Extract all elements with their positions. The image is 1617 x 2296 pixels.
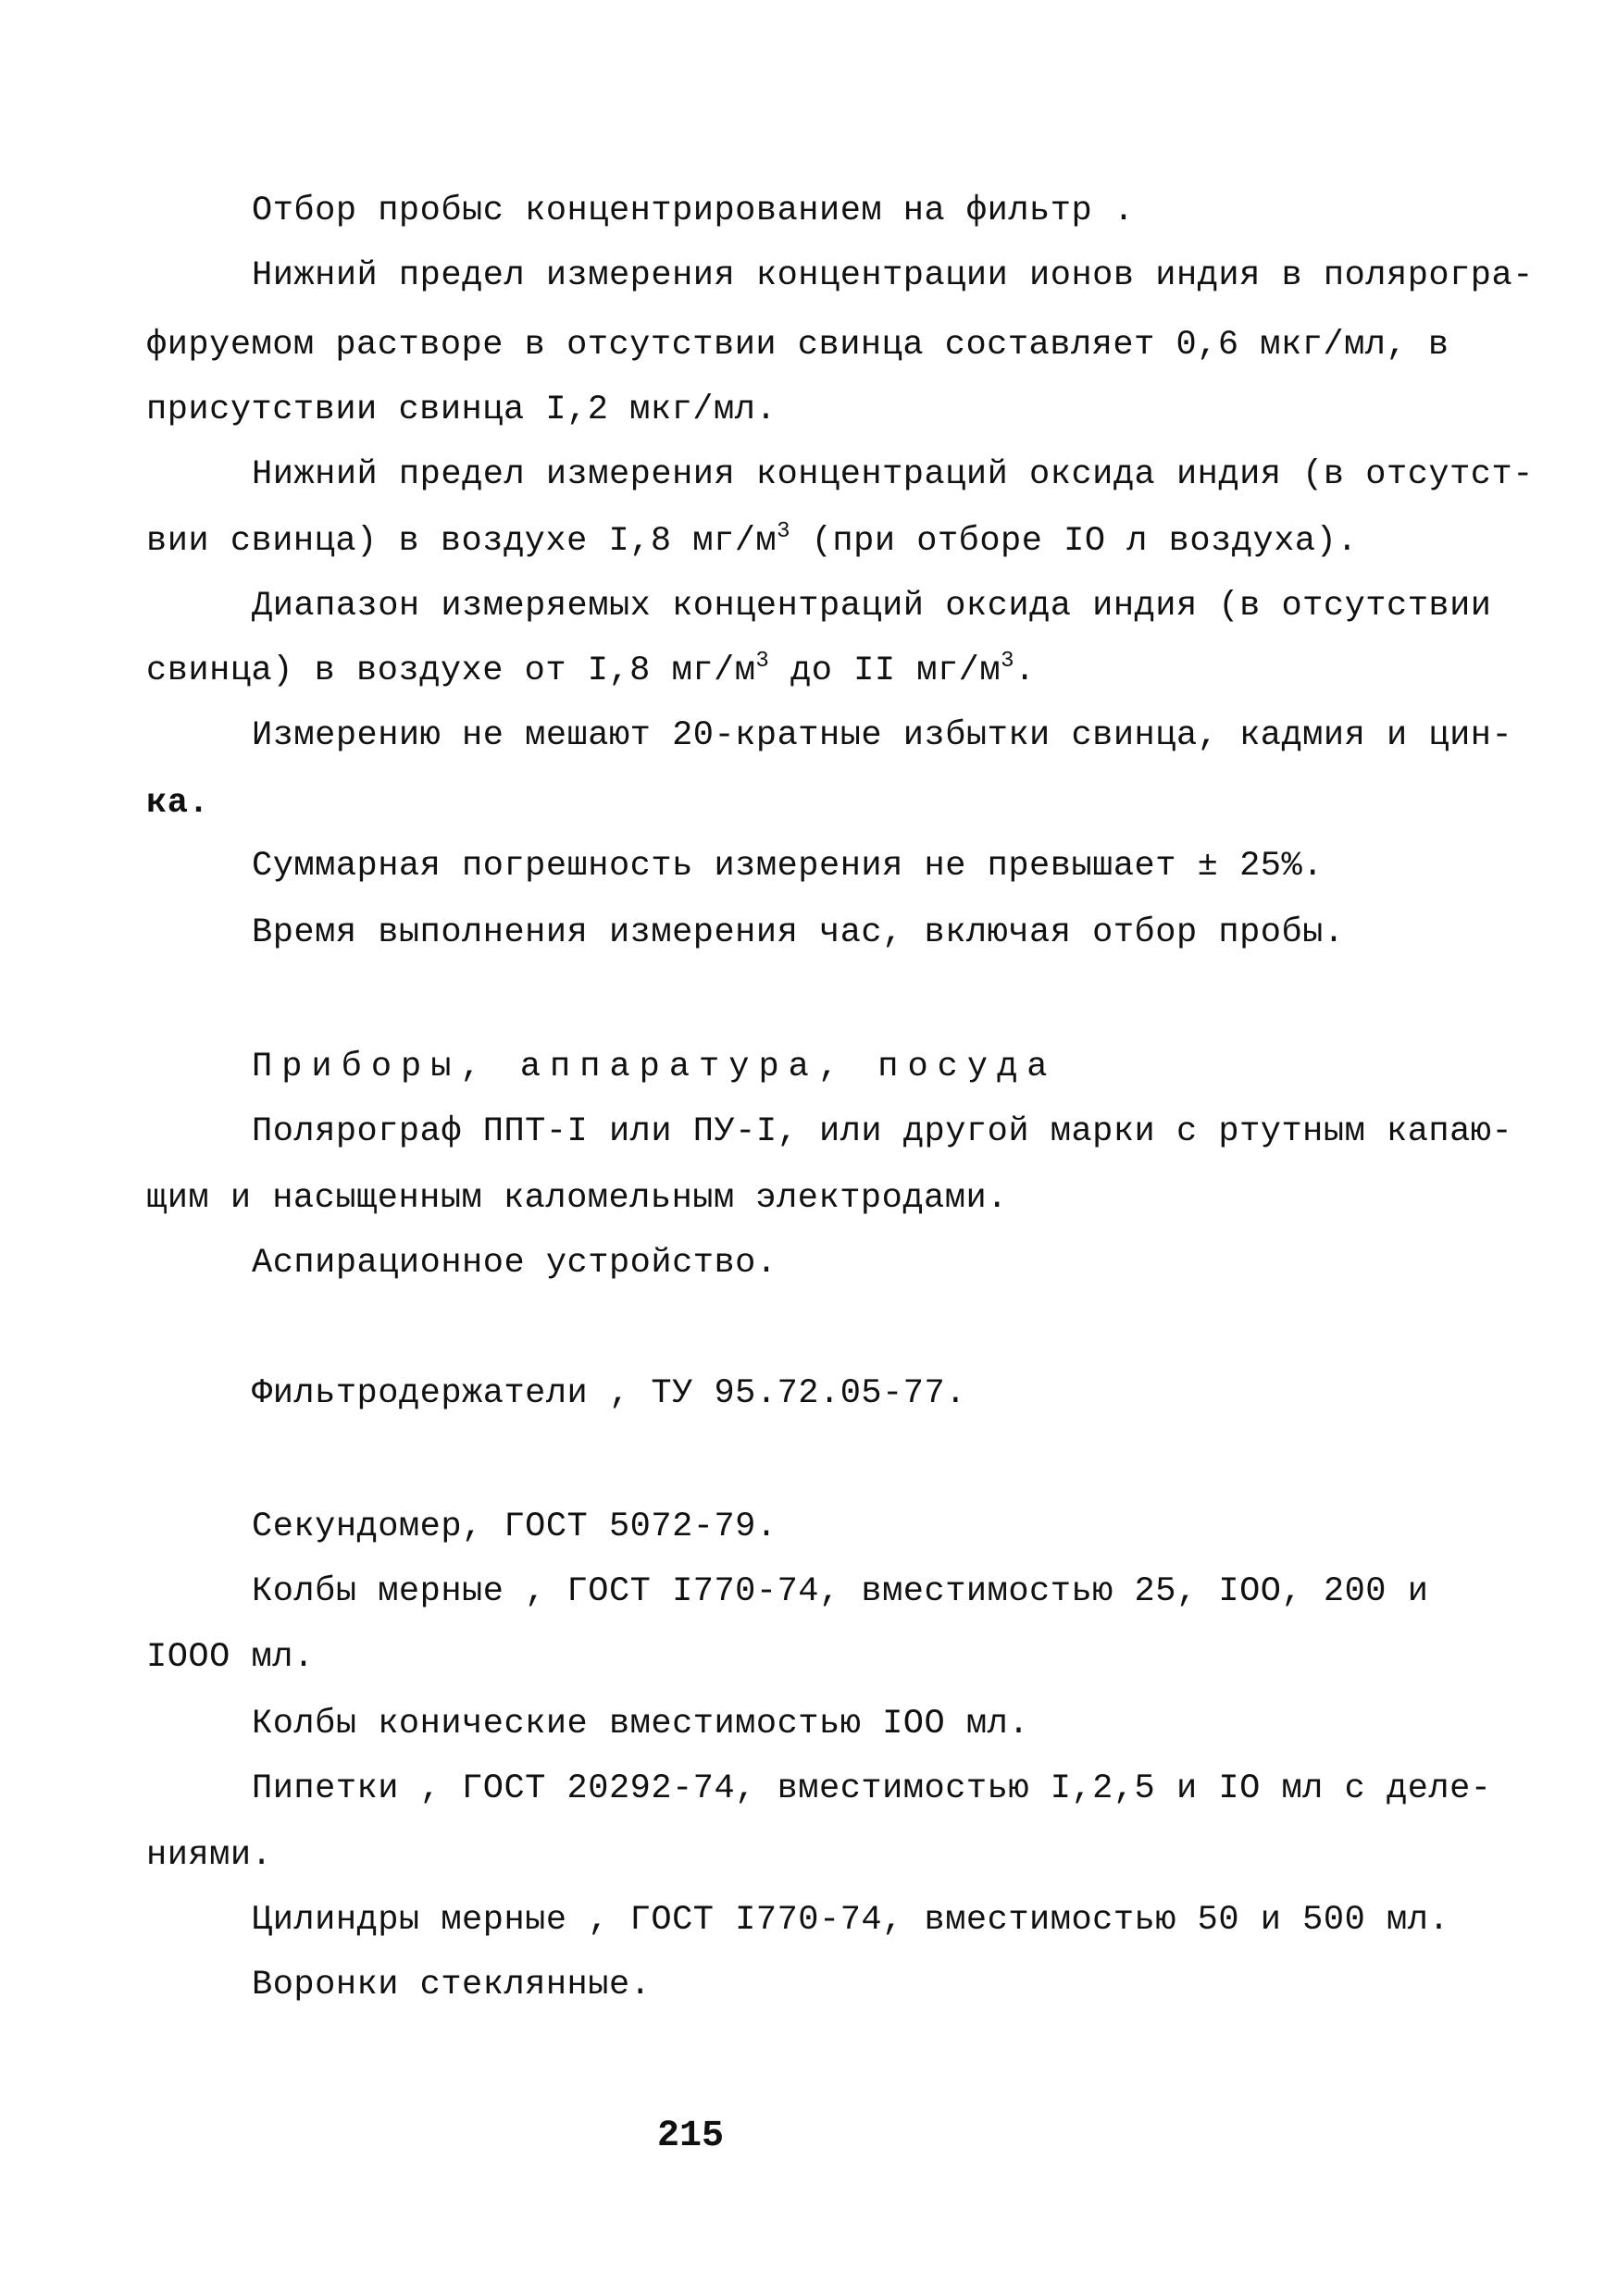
text-line-lower-limit-oxide-2: вии свинца) в воздухе I,8 $мг/м^3$ (при отборе IO л воздуха).: [146, 519, 1359, 561]
text-line-pipettes-2: ниями.: [146, 1836, 273, 1875]
text-line-interference-2: ка.: [146, 784, 210, 823]
text-line-volumetric-flasks-1: Колбы мерные , ГОСТ I770-74, вместимостью 25, IOO, 200 и: [252, 1572, 1429, 1611]
text-line-volumetric-flasks-2: IOOO мл.: [146, 1638, 315, 1677]
page-number: 215: [657, 2116, 725, 2157]
text-line-funnels: Воронки стеклянные.: [252, 1966, 652, 2004]
text-line-range-2: свинца) в воздухе от I,8 $мг/м^3$ до II $мг/м^3$.: [146, 649, 1036, 690]
text-line-duration: Время выполнения измерения час, включая отбор пробы.: [252, 913, 1345, 952]
text-line-range-1: Диапазон измеряемых концентраций оксида индия (в отсутствии: [252, 587, 1492, 626]
section-heading-equipment: Приборы, аппаратура, посуда: [252, 1048, 1057, 1086]
text-line-cylinders: Цилиндры мерные , ГОСТ I770-74, вместимостью 50 и 500 мл.: [252, 1901, 1450, 1940]
text-line-pipettes-1: Пипетки , ГОСТ 20292-74, вместимостью I,2,5 и IO мл с деле-: [252, 1769, 1492, 1808]
text-line-lower-limit-ions-1: Нижний предел измерения концентрации ионов индия в полярогра-: [252, 256, 1534, 295]
text-line-sampling: Отбор пробыс концентрированием на фильтр .: [252, 192, 1135, 230]
text-line-interference-1: Измерению не мешают 20-кратные избытки свинца, кадмия и цин-: [252, 716, 1513, 755]
text-line-error: Суммарная погрешность измерения не превышает ± 25%.: [252, 847, 1324, 886]
text-line-polarograph-2: щим и насыщенным каломельным электродами.: [146, 1179, 1008, 1218]
text-line-filter-holders: Фильтродержатели , ТУ 95.72.05-77.: [252, 1374, 966, 1413]
text-line-stopwatch: Секундомер, ГОСТ 5072-79.: [252, 1508, 777, 1546]
text-line-lower-limit-oxide-1: Нижний предел измерения концентраций оксида индия (в отсутст-: [252, 455, 1534, 494]
text-line-lower-limit-ions-3: присутствии свинца I,2 мкг/мл.: [146, 391, 777, 429]
text-line-polarograph-1: Полярограф ППТ-I или ПУ-I, или другой марки с ртутным капаю-: [252, 1112, 1513, 1151]
text-line-aspiration-device: Аспирационное устройство.: [252, 1244, 777, 1283]
text-line-conical-flasks: Колбы конические вместимостью IOO мл.: [252, 1705, 1030, 1744]
text-line-lower-limit-ions-2: фируемом растворе в отсутствии свинца составляет 0,6 мкг/мл, в: [146, 326, 1449, 365]
